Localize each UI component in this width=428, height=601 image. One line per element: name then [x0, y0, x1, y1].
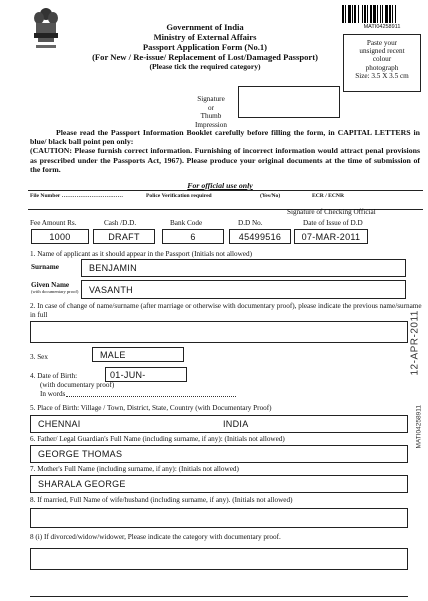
previous-name-field[interactable] — [30, 321, 408, 343]
yes-no-label: (Yes/No) — [260, 193, 281, 199]
signature-label: Signature or Thumb Impression — [195, 95, 227, 129]
dd-date-field[interactable]: 07-MAR-2011 — [294, 229, 368, 244]
mother-name-field[interactable]: SHARALA GEORGE — [30, 475, 408, 493]
barcode-number: MATI04258911 — [363, 24, 401, 30]
given-name-label: Given Name — [31, 281, 70, 289]
q4-label: 4. Date of Birth: — [30, 372, 78, 380]
dd-number-field[interactable]: 45499516 — [229, 229, 291, 244]
birth-city-value: CHENNAI — [38, 419, 81, 429]
official-use-title: For official use only — [187, 181, 253, 190]
side-date: 12-APR-2011 — [409, 310, 421, 376]
cash-dd-field[interactable]: DRAFT — [93, 229, 155, 244]
bank-code-label: Bank Code — [170, 219, 203, 227]
q1-label: 1. Name of applicant as it should appear in the Passport (Initials not allowed) — [30, 250, 252, 258]
header-line-4: (For New / Re-issue/ Replacement of Lost/Damaged Passport) — [92, 52, 318, 62]
form-header — [60, 22, 350, 72]
dd-date-label: Date of Issue of D.D — [303, 219, 363, 227]
header-line-2: Ministry of External Affairs — [153, 32, 257, 42]
side-code: MATI04258911 — [415, 405, 423, 449]
father-name-field[interactable]: GEORGE THOMAS — [30, 445, 408, 463]
checking-official-label: Signature of Checking Official — [287, 208, 376, 216]
given-name-sublabel: (with documentary proof) — [31, 289, 79, 294]
photo-text-5: Size: 3.5 X 3.5 cm — [355, 71, 409, 80]
divorced-category-field[interactable] — [30, 548, 408, 570]
photo-text-1: Paste your — [366, 39, 398, 47]
photo-text-4: photograph — [365, 63, 399, 72]
instructions-para-2: (CAUTION: Please furnish correct information. Furnishing of incorrect information would attract penal provisions as prescribed under the Passports Act, 1967). Please produce your original documents at the time of submission of the form. — [30, 146, 420, 174]
q3-label: 3. Sex — [30, 353, 48, 361]
q2-label: 2. In case of change of name/surname (after marriage or otherwise with documentary proof), please indicate the previous name/surname in full — [30, 302, 422, 319]
surname-field[interactable]: BENJAMIN — [81, 259, 406, 277]
dob-words-line[interactable] — [66, 396, 236, 397]
place-of-birth-field[interactable] — [30, 415, 408, 433]
header-line-3: Passport Application Form (No.1) — [142, 42, 268, 52]
header-line-5: (Please tick the required category) — [149, 62, 261, 71]
bank-code-field[interactable]: 6 — [162, 229, 224, 244]
dob-sublabel: (with documentary proof) — [40, 381, 115, 389]
q8i-label: 8 (i) If divorced/widow/widower, Please indicate the category with documentary proof. — [30, 533, 281, 541]
q8-label: 8. If married, Full Name of wife/husband (including surname, if any). (Initials not allowed) — [30, 496, 293, 504]
official-use-section — [28, 190, 423, 210]
photo-text-3: colour — [372, 55, 392, 64]
birth-country-value: INDIA — [223, 419, 249, 429]
instructions — [30, 128, 420, 174]
fee-amount-field[interactable]: 1000 — [31, 229, 89, 244]
cash-dd-label: Cash /D.D. — [104, 219, 137, 227]
police-verification-label: Police Verification required — [146, 193, 212, 199]
sex-field[interactable]: MALE — [92, 347, 184, 362]
ecr-label: ECR / ECNR — [312, 193, 345, 199]
fee-amount-label: Fee Amount Rs. — [30, 219, 77, 227]
surname-label: Surname — [31, 263, 59, 271]
barcode-bar — [396, 5, 397, 23]
dob-field[interactable]: 01-JUN- — [105, 367, 187, 382]
national-emblem — [28, 6, 64, 52]
q5-label: 5. Place of Birth: Village / Town, District, State, Country (with Documentary Proof) — [30, 404, 272, 412]
q7-label: 7. Mother's Full Name (including surname, if any): (Initials not allowed) — [30, 465, 239, 473]
given-name-field[interactable]: VASANTH — [81, 280, 406, 299]
signature-box[interactable] — [238, 86, 340, 118]
instructions-para-1: Please read the Passport Information Booklet carefully before filling the form, in CAPITAL LETTERS in blue/ black ball point pen only: — [30, 128, 420, 147]
photo-text-2: unsigned recent — [359, 47, 405, 56]
q6-label: 6. Father/ Legal Guardian's Full Name (including surname, if any): (Initials not allowed) — [30, 435, 285, 443]
dd-no-label: D.D No. — [238, 219, 263, 227]
barcode — [342, 5, 422, 30]
file-number-label: File Number …………………………… — [30, 193, 124, 199]
header-line-1: Government of India — [166, 22, 244, 32]
bottom-line — [30, 596, 408, 597]
spouse-name-field[interactable] — [30, 508, 408, 528]
photo-box — [343, 34, 421, 92]
side-stamp — [403, 280, 427, 460]
dob-words-label: In words — [40, 390, 66, 398]
